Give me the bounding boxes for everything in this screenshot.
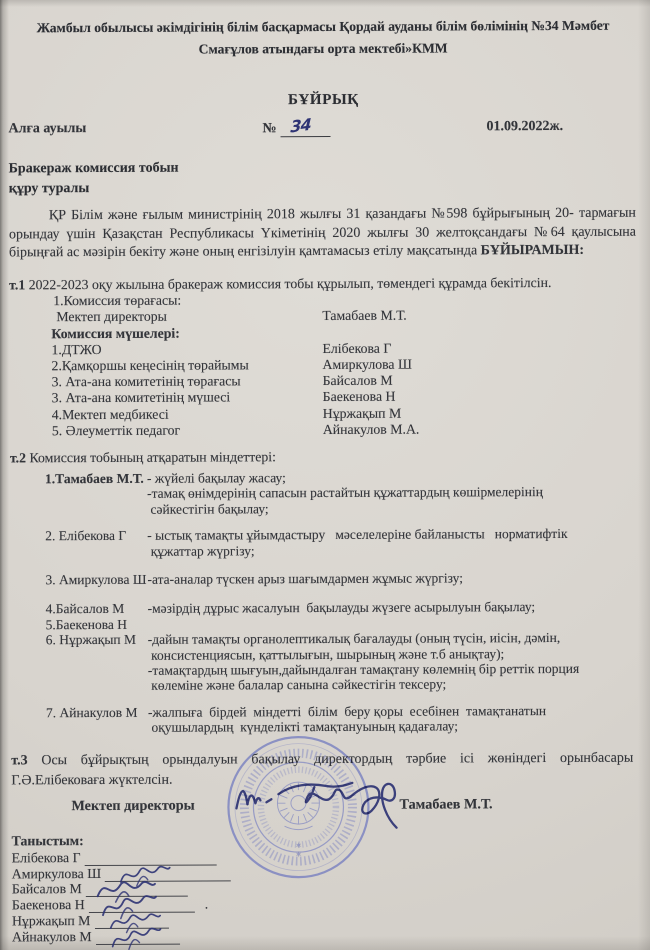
preamble-paragraph [9, 205, 636, 264]
point-2-text: Комиссия тобының атқаратын міндеттері: [29, 449, 276, 466]
duty-row [10, 570, 646, 588]
order-title: БҰЙРЫҚ [287, 91, 359, 109]
duty-member-name: 1.Тамабаев М.Т. [44, 470, 144, 487]
duty-row [10, 526, 646, 560]
order-number-underline [281, 135, 331, 137]
meta-row [0, 114, 649, 144]
signature-underline [96, 930, 180, 944]
svg-text:✶: ✶ [295, 841, 302, 851]
duty-member-name: 7. Айнакулов М [46, 704, 138, 721]
acknowledgment-name: Байсалов М [11, 881, 82, 897]
order-place: Алға ауылы [8, 121, 87, 137]
acknowledgment-row [12, 928, 241, 945]
duty-row [11, 630, 647, 694]
handwritten-order-number: 34 [290, 114, 312, 137]
member-position: 2.Қамқоршы кеңесінің төрайымы [51, 357, 249, 374]
director-handwritten-signature [226, 760, 416, 835]
acknowledgment-list [12, 849, 242, 945]
point-1-text: 2022-2023 оқу жылына бракераж комиссия тобы құрылып, төмендегі құрамда бекітілсін. [28, 275, 552, 293]
members-heading: Комиссия мүшелері: [51, 325, 180, 341]
member-name: Баекенова Н [322, 389, 396, 405]
chair-name: Тамабаев М.Т. [322, 308, 407, 324]
member-row [10, 420, 642, 439]
acknowledgment-name: Баекенова Н [11, 897, 85, 913]
chair-row [9, 307, 641, 326]
duty-member-name: 3. Амиркулова Ш [45, 571, 147, 588]
duty-member-name: 6. Нұржақып М [45, 632, 137, 648]
point-1-label: т.1 [9, 277, 26, 293]
member-name: Амиркулова Ш [322, 356, 412, 373]
organization-title: Жамбыл обылысы әкімдігінің білім басқармасы Қордай ауданы білім бөлімінің №34 Мәмбет Смағұлов атындағы орта мектебі»КММ [36, 17, 610, 57]
handwritten-signature-squiggle [107, 921, 165, 950]
acknowledgment-name: Айнакулов М [11, 928, 92, 945]
director-position: Мектеп директоры [71, 797, 195, 815]
acknowledgment-name: Нұржақып М [11, 913, 91, 929]
duty-member-name: 4.Байсалов М [45, 601, 125, 617]
row-suffix: . [204, 896, 209, 912]
resolution-word: БҰЙЫРАМЫН: [480, 243, 585, 259]
duty-description: -дайын тамақты органолептикалық бағалауды (оның түсін, иісін, дәмін, консистенциясын, қаттылығын, шырының және т.б анықтау); -тамақтардың шығуын,дайындалған тамақтану көлемнің бір реттік порция көлеміне және балалар санына сәйкестігін тексеру; [147, 630, 580, 694]
member-name: Нұржақып М [322, 405, 402, 421]
member-position: 4.Мектеп медбикесі [51, 406, 169, 422]
point-1-section [9, 275, 642, 440]
chair-position: Мектеп директоры [56, 309, 167, 325]
member-position: 3. Ата-ана комитетінің төрағасы [51, 373, 241, 390]
member-name: Байсалов М [322, 372, 393, 389]
point-2-label: т.2 [9, 450, 27, 466]
point-1-line [9, 275, 641, 294]
acknowledgment-section [12, 832, 242, 945]
duty-member-name: 5.Баекенова Н [45, 616, 128, 633]
member-name: Елібекова Г [322, 340, 392, 356]
director-name: Тамабаев М.Т. [399, 796, 493, 813]
duties-list [10, 469, 647, 736]
member-position: 5. Әлеуметтік педагог [51, 422, 181, 439]
order-date: 01.09.2022ж. [486, 118, 564, 135]
duty-description: -мәзірдің дұрыс жасалуын бақылауды жүзеге асырылуын бақылау; [147, 599, 536, 617]
order-subject: Бракераж комиссия тобын құру туралы [8, 160, 179, 196]
duty-description: -жалпыға бірдей міндетті білім беру қоры есебінен тамақтанатын оқушылардың күнделікті тамақтануының қадағалау; [148, 702, 547, 736]
member-position: 1.ДТЖО [51, 341, 102, 358]
acknowledgment-name: Елібекова Г [11, 849, 81, 866]
duty-description: - жүйелі бақылау жасау; -тамақ өнімдерінің сапасын растайтын құжаттардың көшірмелерінің сәйкестігін бақылау; [146, 470, 543, 517]
members-list [9, 339, 641, 439]
point-3-label: т.3 [11, 753, 28, 769]
acknowledgment-heading: Таныстым: [11, 833, 84, 849]
member-name: Айнакулов М.А. [322, 421, 420, 437]
duty-description: -ата-аналар түскен арыз шағымдармен жұмыс жүргізу; [147, 570, 463, 587]
duty-row [11, 599, 647, 617]
acknowledgment-name: Амиркулова Ш [11, 865, 102, 881]
duty-description: - ыстық тамақты ұйымдастыру мәселелеріне байланысты норматифтік құжаттар жүргізу; [147, 526, 568, 559]
svg-text:✶: ✶ [295, 850, 303, 860]
preamble-text: ҚР Білім және ғылым министрінің 2018 жылғы 31 қазандағы №598 бұйрығының 20- тармағын орындау үшін Қазақстан Республикасы Үкіметінің 2020 жылғы 30 желтоқсандағы №64 қаулысына бірыңғай ас мәзірін бекіту және оның енгізілуін қамтамасыз етілу мақсатында [8, 205, 636, 261]
duty-member-name: 2. Елібекова Г [45, 528, 127, 544]
duty-row [10, 469, 646, 518]
point-3-text: Осы бұйрықтың орындалуын бақылау директордың тәрбие ісі жөніндегі орынбасары Г.Ә.Елібековаға жүктелсін. [11, 750, 634, 788]
order-number-label: № [262, 121, 277, 137]
member-position: 3. Ата-ана комитетінің мүшесі [51, 389, 231, 406]
point-2-line [10, 448, 642, 467]
chair-heading: 1.Комиссия төрағасы: [53, 292, 182, 309]
